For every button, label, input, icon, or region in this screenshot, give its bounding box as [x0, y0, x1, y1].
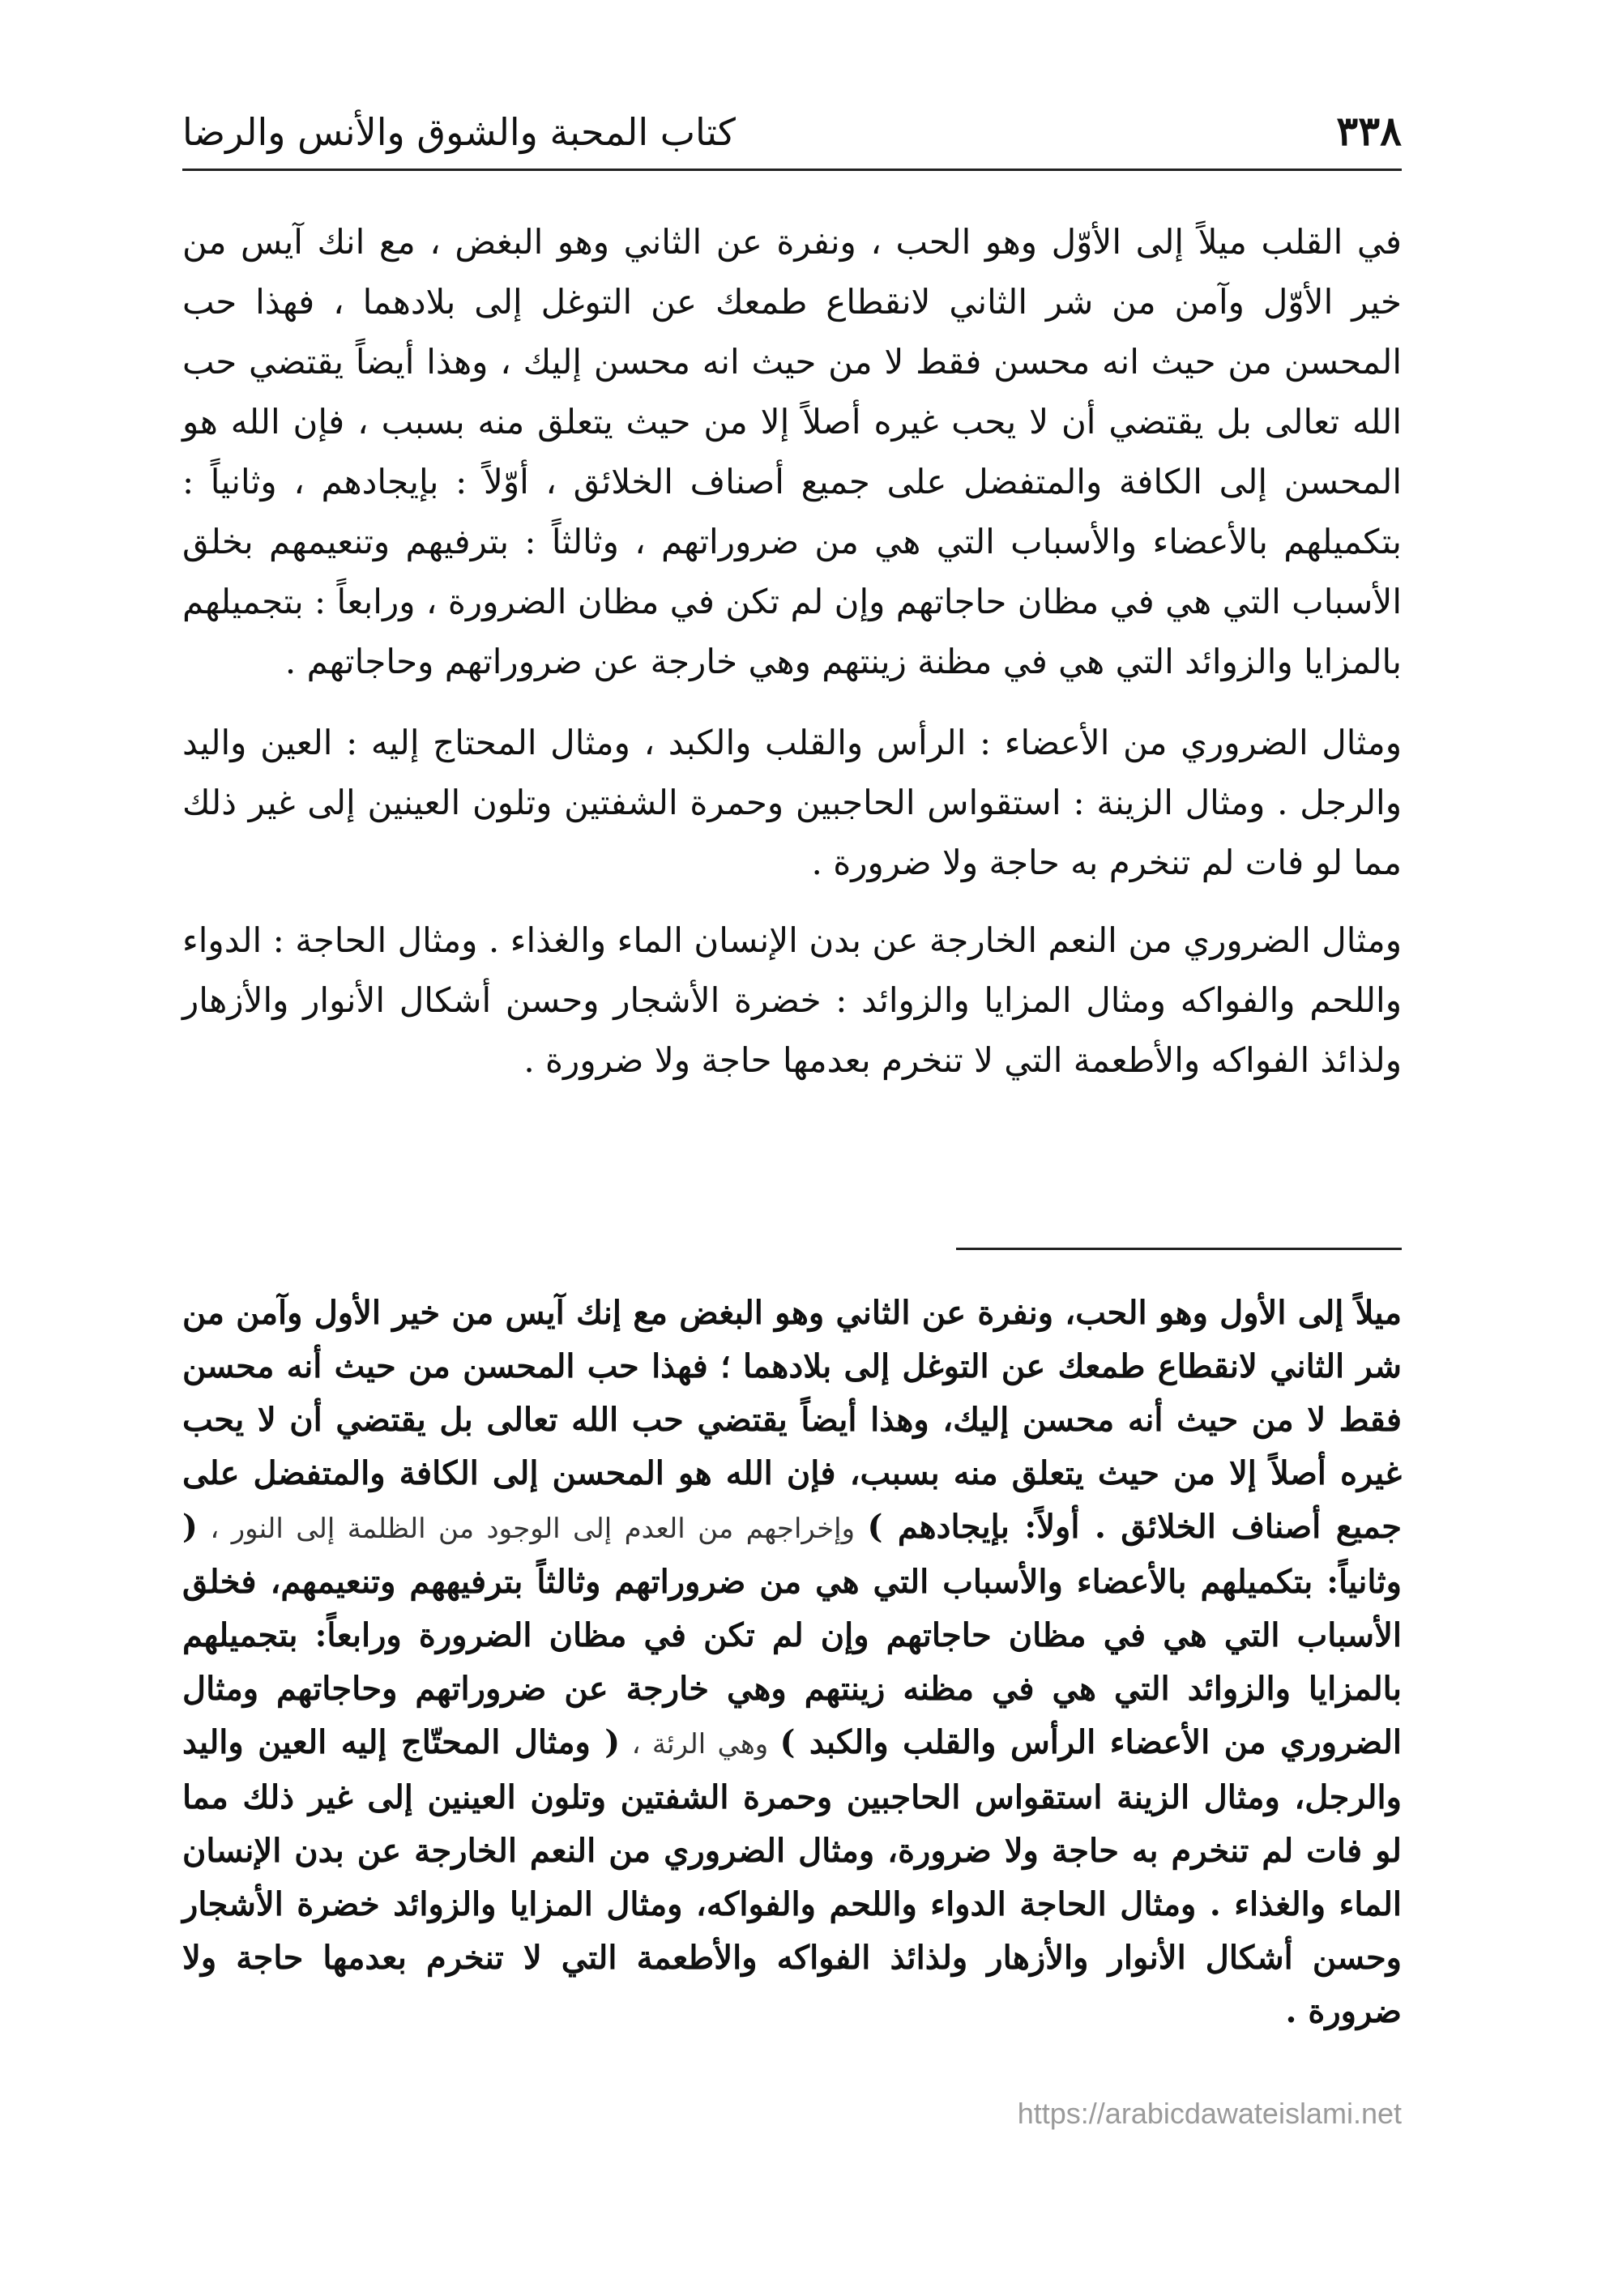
- commentary-text-1: ميلاً إلى الأول وهو الحب، ونفرة عن الثاني وهو البغض مع إنك آيس من خير الأول وآمن من شر الثاني لانقطاع طمعك عن التوغل إلى بلادهما ؛ فهذا حب المحسن من حيث أنه محسن فقط لا من حيث أنه محسن إليك، وهذا أيضاً يقتضي حب الله تعالى بل يقتضي أن لا يحب غيره أصلاً إلا من حيث يتعلق منه بسبب، فإن الله هو المحسن إلى الكافة والمتفضل على جميع أصناف الخلائق . أولاً: بإيجادهم ): [182, 1294, 1402, 1546]
- commentary-section: [182, 1287, 1402, 2038]
- page-number: ٣٣٨: [1336, 107, 1402, 155]
- main-paragraph-2: ومثال الضروري من الأعضاء : الرأس والقلب والكبد ، ومثال المحتاج إليه : العين واليد والرجل . ومثال الزينة : استقواس الحاجبين وحمرة الشفتين وتلون العينين إلى غير ذلك مما لو فات لم تنخرم به حاجة ولا ضرورة .: [182, 723, 1402, 882]
- main-paragraph-1: في القلب ميلاً إلى الأوّل وهو الحب ، ونفرة عن الثاني وهو البغض ، مع انك آيس من خير الأوّل وآمن من شر الثاني لانقطاع طمعك عن التوغل إلى بلادهما ، فهذا حب المحسن من حيث انه محسن فقط لا من حيث انه محسن إليك ، وهذا أيضاً يقتضي حب الله تعالى بل يقتضي أن لا يحب غيره أصلاً إلا من حيث يتعلق منه بسبب ، فإن الله هو المحسن إلى الكافة والمتفضل على جميع أصناف الخلائق ، أوّلاً : بإيجادهم ، وثانياً : بتكميلهم بالأعضاء والأسباب التي هي من ضروراتهم ، وثالثاً : بترفيهم وتنعيمهم بخلق الأسباب التي هي في مظان حاجاتهم وإن لم تكن في مظان الضرورة ، ورابعاً : بتجميلهم بالمزايا والزوائد التي هي في مظنة زينتهم وهي خارجة عن ضروراتهم وحاجاتهم .: [182, 222, 1402, 681]
- commentary-gloss-2: وهي الرئة ،: [620, 1728, 780, 1760]
- main-paragraph-3: ومثال الضروري من النعم الخارجة عن بدن الإنسان الماء والغذاء . ومثال الحاجة : الدواء واللحم والفواكه ومثال المزايا والزوائد : خضرة الأشجار وحسن أشكال الأنوار والأزهار ولذائذ الفواكه والأطعمة التي لا تنخرم بعدمها حاجة ولا ضرورة .: [182, 920, 1402, 1080]
- page-header: [182, 104, 1402, 171]
- commentary-text-2: ( وثانياً: بتكميلهم بالأعضاء والأسباب التي هي من ضروراتهم وثالثاً بترفيههم وتنعيمهم، فخلق الأسباب التي هي في مظان حاجاتهم وإن لم تكن في مظان الضرورة ورابعاً: بتجميلهم بالمزايا والزوائد التي هي في مظنه زينتهم وهي خارجة عن ضروراتهم وحاجاتهم ومثال الضروري من الأعضاء الرأس والقلب والكبد ): [182, 1508, 1402, 1761]
- main-text: [182, 212, 1402, 1108]
- commentary-text-3: ( ومثال المحتّاج إليه العين واليد والرجل، ومثال الزينة استقواس الحاجبين وحمرة الشفتين وتلون العينين إلى غير ذلك مما لو فات لم تنخرم به حاجة ولا ضرورة، ومثال الضروري من النعم الخارجة عن بدن الإنسان الماء والغذاء . ومثال الحاجة الدواء واللحم والفواكه، ومثال المزايا والزوائد خضرة الأشجار وحسن أشكال الأنوار والأزهار ولذائذ الفواكه والأطعمة التي لا تنخرم بعدمها حاجة ولا ضرورة .: [182, 1723, 1402, 2030]
- running-title: كتاب المحبة والشوق والأنس والرضا: [182, 110, 736, 154]
- commentary-paragraph: [182, 1287, 1402, 2038]
- footnote-separator: [956, 1248, 1402, 1250]
- commentary-gloss-1: وإخراجهم من العدم إلى الوجود من الظلمة إلى النور ،: [197, 1513, 868, 1545]
- watermark-url: https://arabicdawateislami.net: [1017, 2097, 1402, 2130]
